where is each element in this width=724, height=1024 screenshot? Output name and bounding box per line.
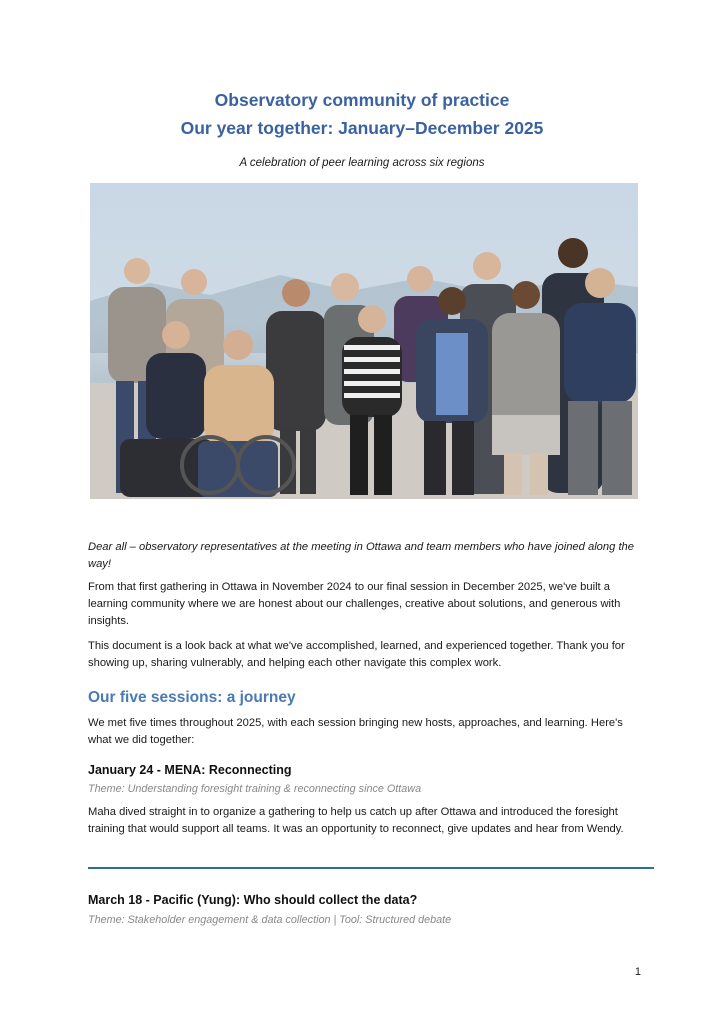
section-divider bbox=[88, 867, 654, 869]
session-title: January 24 - MENA: Reconnecting bbox=[88, 763, 292, 777]
page-number: 1 bbox=[634, 966, 641, 978]
document-title-line-1: Observatory community of practice bbox=[214, 90, 510, 110]
sessions-heading: Our five sessions: a journey bbox=[88, 689, 296, 706]
intro-greeting: Dear all – observatory representatives at the meeting in Ottawa and team members who have joined along the way! bbox=[88, 541, 635, 570]
intro-paragraph-1: From that first gathering in Ottawa in November 2024 to our final session in December 2025, we've built a learning community where we are honest about our challenges, creative about solutions, and generous with insights. bbox=[88, 581, 621, 627]
session-title: March 18 - Pacific (Yung): Who should collect the data? bbox=[88, 893, 418, 907]
intro-paragraph-2: This document is a look back at what we've accomplished, learned, and experienced together. Thank you for showing up, sharing vulnerably, and helping each other navigate this complex work. bbox=[88, 640, 625, 669]
session-body: Maha dived straight in to organize a gathering to help us catch up after Ottawa and introduced the foresight training that would support all teams. It was an opportunity to reconnect, give updates and hear from Wendy. bbox=[88, 806, 624, 835]
session-theme: Theme: Understanding foresight training & reconnecting since Ottawa bbox=[88, 783, 422, 795]
group-photo bbox=[90, 183, 638, 499]
sessions-intro: We met five times throughout 2025, with each session bringing new hosts, approaches, and learning. Here's what we did together: bbox=[88, 717, 623, 746]
session-theme: Theme: Stakeholder engagement & data collection | Tool: Structured debate bbox=[88, 914, 452, 926]
document-title-line-2: Our year together: January–December 2025 bbox=[180, 118, 544, 138]
document-subtitle: A celebration of peer learning across six regions bbox=[239, 157, 485, 169]
